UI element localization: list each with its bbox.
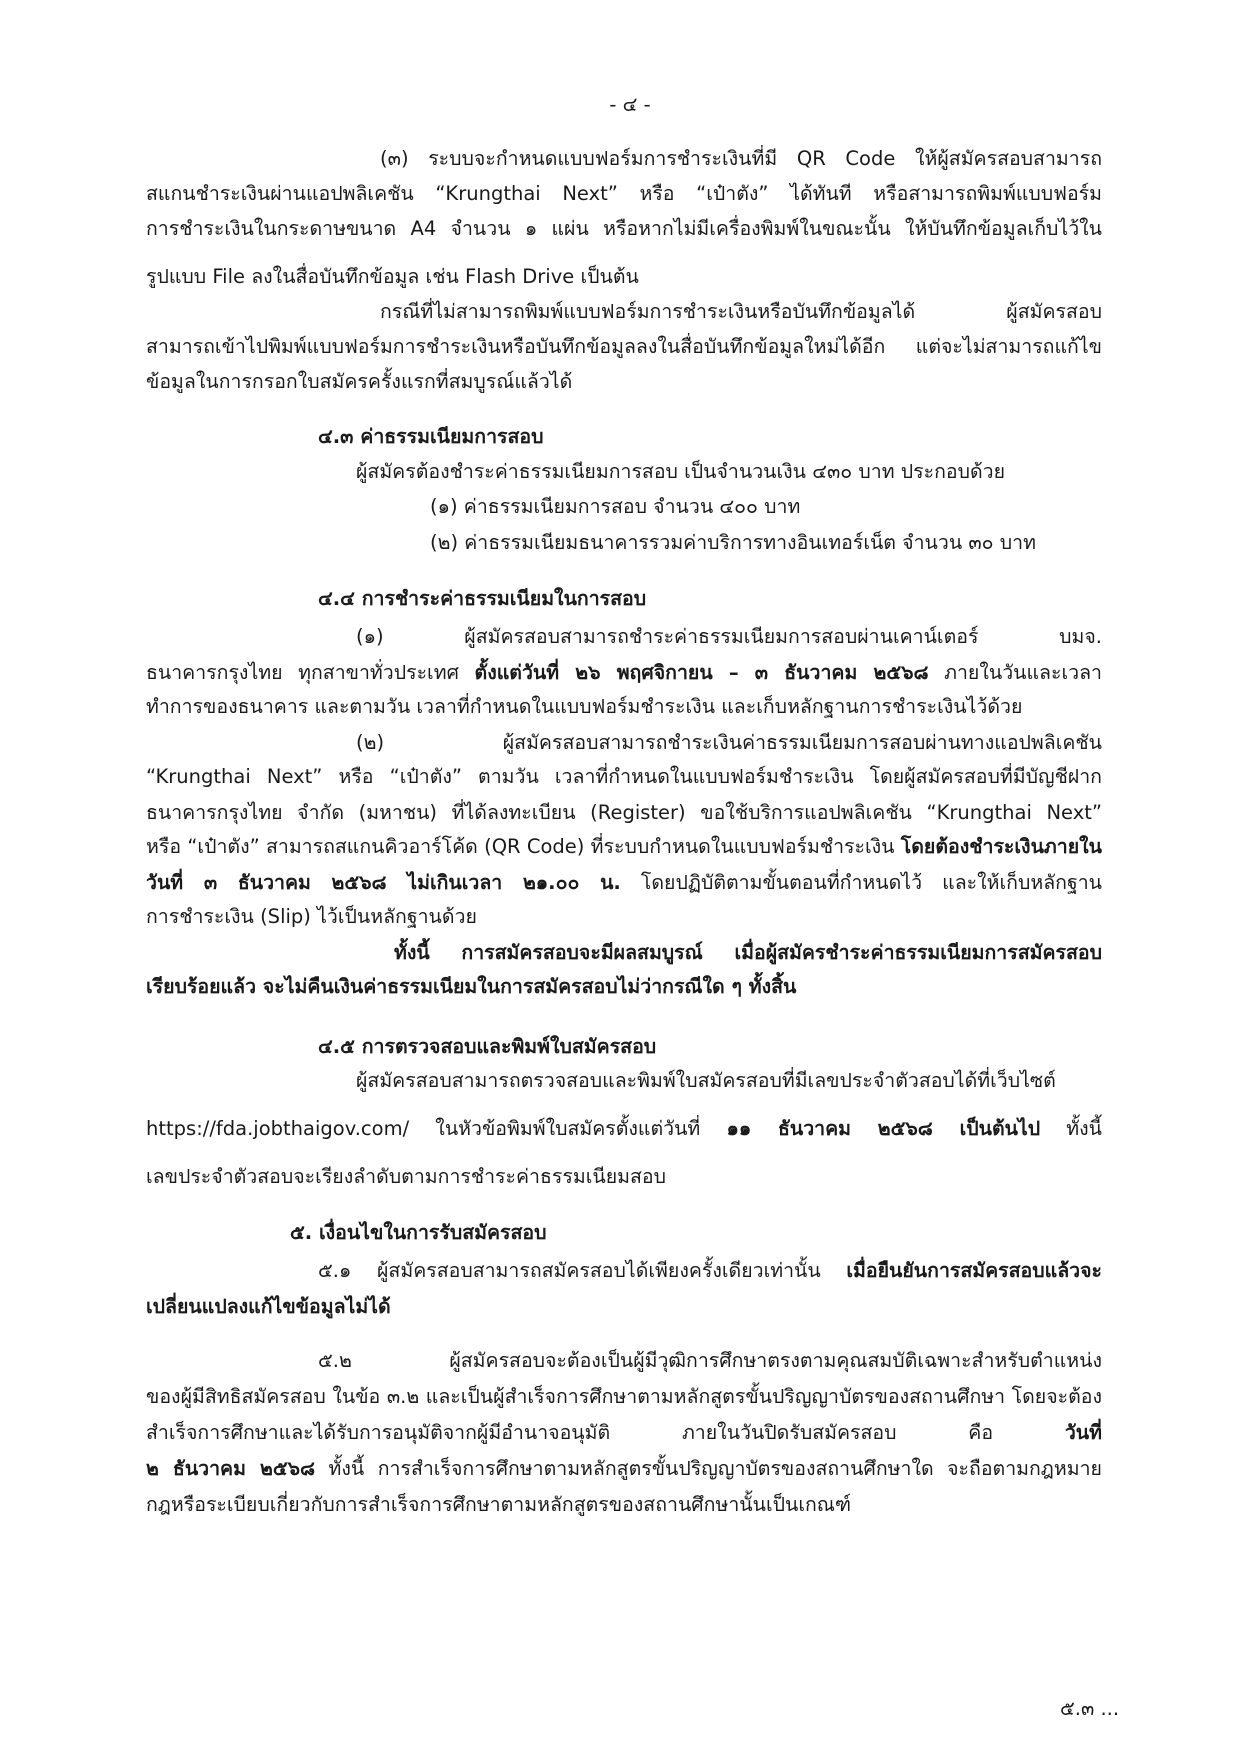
s5-1-line-1: ๕.๑ ผู้สมัครสอบสามารถสมัครสอบได้เพียงครั้งเดียวเท่านั้น เมื่อยืนยันการสมัครสอบแล้วจะ [318,1259,1102,1282]
section-5-heading: ๕. เงื่อนไขในการรับสมัครสอบ [290,1221,547,1244]
s44-note-line-1: ทั้งนี้ การสมัครสอบจะมีผลสมบูรณ์ เมื่อผู้สมัครชำระค่าธรรมเนียมการสมัครสอบ [394,941,1102,964]
s44-a-line-3: ทำการของธนาคาร และตามวัน เวลาที่กำหนดในแบบฟอร์มชำระเงิน และเก็บหลักฐานการชำระเงินไว้ด้วย [146,695,1023,718]
s5-2-line-1: ๕.๒ ผู้สมัครสอบจะต้องเป็นผู้มีวุฒิการศึกษาตรงตามคุณสมบัติเฉพาะสำหรับตำแหน่ง [318,1349,1102,1372]
fee-item-2: (๒) ค่าธรรมเนียมธนาคารรวมค่าบริการทางอินเทอร์เน็ต จำนวน ๓๐ บาท [430,531,1036,554]
s5-2-line-4: ๒ ธันวาคม ๒๕๖๘ ทั้งนี้ การสำเร็จการศึกษาตามหลักสูตรขั้นปริญญาบัตรของสถานศึกษาใด จะถือตามกฎหมาย [146,1457,1102,1480]
s44-b-line-4: หรือ “เป๋าตัง” สามารถสแกนคิวอาร์โค้ด (QR Code) ที่ระบบกำหนดในแบบฟอร์มชำระเงิน โดยต้องชำระเงินภายใน [146,835,1102,858]
p1-line-2: สแกนชำระเงินผ่านแอปพลิเคชัน “Krungthai Next” หรือ “เป๋าตัง” ได้ทันที หรือสามารถพิมพ์แบบฟอร์ม [146,182,1102,205]
section-4-3-intro: ผู้สมัครต้องชำระค่าธรรมเนียมการสอบ เป็นจำนวนเงิน ๔๓๐ บาท ประกอบด้วย [356,460,1006,483]
section-4-3-heading: ๔.๓ ค่าธรรมเนียมการสอบ [318,425,544,448]
section-4-5-heading: ๔.๕ การตรวจสอบและพิมพ์ใบสมัครสอบ [318,1035,657,1058]
s44-b-line-3: ธนาคารกรุงไทย จำกัด (มหาชน) ที่ได้ลงทะเบียน (Register) ขอใช้บริการแอปพลิเคชัน “Krungthai Next” [146,801,1102,824]
s44-b-line-6: การชำระเงิน (Slip) ไว้เป็นหลักฐานด้วย [146,905,477,928]
next-page-marker: ๕.๓ ... [1060,1697,1120,1720]
s44-b-line-5: วันที่ ๓ ธันวาคม ๒๕๖๘ ไม่เกินเวลา ๒๑.๐๐ น. โดยปฏิบัติตามขั้นตอนที่กำหนดไว้ และให้เก็บหลักฐาน [146,871,1102,894]
page-number: - ๔ - [609,93,651,116]
s5-2-line-3: สำเร็จการศึกษาและได้รับการอนุมัติจากผู้มีอำนาจอนุมัติ ภายในวันปิดรับสมัครสอบ คือ วันที่ [146,1421,1102,1444]
p1-line-3: การชำระเงินในกระดาษขนาด A4 จำนวน ๑ แผ่น หรือหากไม่มีเครื่องพิมพ์ในขณะนั้น ให้บันทึกข้อมูลเก็บไว้ใน [146,217,1102,240]
s44-a-line-1: (๑) ผู้สมัครสอบสามารถชำระค่าธรรมเนียมการสอบผ่านเคาน์เตอร์ บมจ. [356,625,1102,648]
s45-line-3: เลขประจำตัวสอบจะเรียงลำดับตามการชำระค่าธรรมเนียมสอบ [146,1165,666,1188]
p2-line-2: สามารถเข้าไปพิมพ์แบบฟอร์มการชำระเงินหรือบันทึกข้อมูลลงในสื่อบันทึกข้อมูลใหม่ได้อีก แต่จะไม่สามารถแก้ไข [146,335,1102,358]
s5-1-line-2: เปลี่ยนแปลงแก้ไขข้อมูลไม่ได้ [146,1295,391,1318]
p1-line-1: (๓) ระบบจะกำหนดแบบฟอร์มการชำระเงินที่มี QR Code ให้ผู้สมัครสอบสามารถ [380,147,1102,170]
s44-note-line-2: เรียบร้อยแล้ว จะไม่คืนเงินค่าธรรมเนียมในการสมัครสอบไม่ว่ากรณีใด ๆ ทั้งสิ้น [146,975,797,998]
s44-b-line-1: (๒) ผู้สมัครสอบสามารถชำระเงินค่าธรรมเนียมการสอบผ่านทางแอปพลิเคชัน [356,731,1102,754]
p2-line-3: ข้อมูลในการกรอกใบสมัครครั้งแรกที่สมบูรณ์แล้วได้ [146,370,573,393]
s44-a-line-2: ธนาคารกรุงไทย ทุกสาขาทั่วประเทศ ตั้งแต่วันที่ ๒๖ พฤศจิกายน – ๓ ธันวาคม ๒๕๖๘ ภายในวันและเวลา [146,661,1102,684]
s5-2-line-5: กฎหรือระเบียบเกี่ยวกับการสำเร็จการศึกษาตามหลักสูตรของสถานศึกษานั้นเป็นเกณฑ์ [146,1493,852,1516]
p1-line-4: รูปแบบ File ลงในสื่อบันทึกข้อมูล เช่น Flash Drive เป็นต้น [146,265,639,288]
fee-item-1: (๑) ค่าธรรมเนียมการสอบ จำนวน ๔๐๐ บาท [430,495,801,518]
s5-2-line-2: ของผู้มีสิทธิสมัครสอบ ในข้อ ๓.๒ และเป็นผู้สำเร็จการศึกษาตามหลักสูตรขั้นปริญญาบัตรของสถานศึกษา โดยจะต้อง [146,1385,1102,1408]
s45-line-1: ผู้สมัครสอบสามารถตรวจสอบและพิมพ์ใบสมัครสอบที่มีเลขประจำตัวสอบได้ที่เว็บไซต์ [356,1069,1056,1092]
p2-line-1: กรณีที่ไม่สามารถพิมพ์แบบฟอร์มการชำระเงินหรือบันทึกข้อมูลได้ ผู้สมัครสอบ [380,300,1102,323]
s44-b-line-2: “Krungthai Next” หรือ “เป๋าตัง” ตามวัน เวลาที่กำหนดในแบบฟอร์มชำระเงิน โดยผู้สมัครสอบที่มีบัญชีฝาก [146,765,1102,788]
s45-line-2: https://fda.jobthaigov.com/ ในหัวข้อพิมพ์ใบสมัครตั้งแต่วันที่ ๑๑ ธันวาคม ๒๕๖๘ เป็นต้นไป ทั้งนี้ [146,1117,1103,1140]
section-4-4-heading: ๔.๔ การชำระค่าธรรมเนียมในการสอบ [318,587,647,610]
